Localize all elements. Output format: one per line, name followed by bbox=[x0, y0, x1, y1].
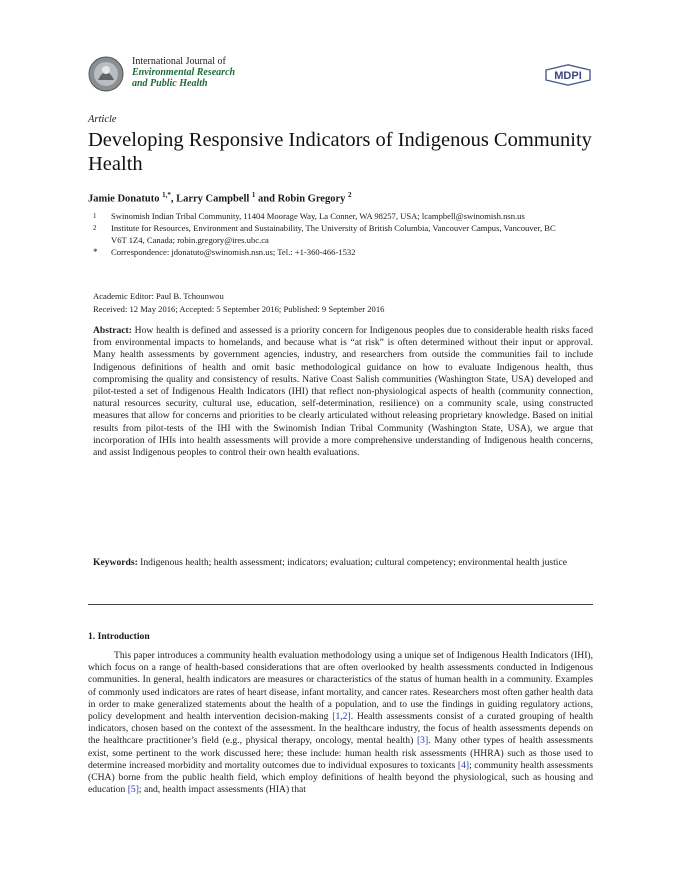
paragraph-text: ; and, health impact assessments (HIA) that bbox=[138, 784, 306, 796]
keywords-text: Indigenous health; health assessment; indicators; evaluation; cultural competency; environmental health justice bbox=[140, 557, 567, 568]
abstract-label: Abstract: bbox=[93, 325, 132, 336]
author-name[interactable]: Jamie Donatuto bbox=[88, 193, 160, 205]
author-name[interactable]: and Robin Gregory bbox=[255, 193, 346, 205]
publisher-name: MDPI bbox=[554, 70, 582, 82]
citation-link[interactable]: [4] bbox=[457, 759, 470, 771]
section-divider bbox=[88, 604, 593, 605]
author-list bbox=[88, 191, 352, 205]
paragraph-text: ; community health assessments (CHA) borne from the public health field, which employ definitions of health beyond the physiological, such as housing and education bbox=[88, 759, 593, 796]
introduction-paragraph bbox=[88, 650, 593, 796]
correspondence-mark: * bbox=[93, 247, 98, 258]
keywords bbox=[93, 557, 593, 569]
citation-link[interactable]: [5] bbox=[127, 784, 139, 796]
abstract bbox=[93, 325, 593, 459]
article-type: Article bbox=[88, 114, 117, 125]
affiliation-item bbox=[93, 247, 563, 258]
author-affil-mark: 1,* bbox=[162, 191, 171, 199]
abstract-text: How health is defined and assessed is a priority concern for Indigenous peoples due to considerable health risks faced from environmental impacts to homelands, and because what is “at risk” is often determined without their input or approval. Many health assessments by government agencies, industry, and researchers from outside the communities fail to include Indigenous definitions of health and omit basic methodological guidance on how to evaluate Indigenous health, thus compromising the quality and consistency of results. Native Coast Salish communities (Washington State, USA) developed and pilot-tested a set of Indigenous Health Indicators (IHI) that reflect non-physiological aspects of health (community connection, natural resources security, cultural use, education, self-determination, resilience) on a community scale, using constructed measures that allow for concerns and priorities to be clearly articulated without releasing proprietary knowledge. Based on initial results from pilot-tests of the IHI with the Swinomish Indian Tribal Community (Washington State, USA), we argue that incorporation of IHIs into health assessments will provide a more comprehensive understanding of Indigenous health concerns, and assist Indigenous peoples to control their own health evaluations. bbox=[93, 325, 593, 459]
affiliation-text: Swinomish Indian Tribal Community, 11404 Moorage Way, La Conner, WA 98257, USA; lcampbell@swinomish.nsn.us bbox=[111, 211, 525, 221]
paragraph-text: This paper introduces a community health evaluation methodology using a unique set of Indigenous Health Indicators (IHI), which focus on a range of health-based considerations that are often overlooked by health assessments conducted in Indigenous communities. In general, health indicators are measures or characteristics of the status of human health in a community. Examples of commonly used indicators are rates of heart disease, infant mortality, and cancer rates. Researchers most often gather health data in order to make generalized statements about the health of a population, and to use the findings in guiding regulatory actions, policy development and health intervention decision-making bbox=[88, 650, 593, 723]
journal-name-line1: International Journal of bbox=[132, 56, 226, 67]
publication-dates: Received: 12 May 2016; Accepted: 5 September 2016; Published: 9 September 2016 bbox=[93, 303, 385, 314]
affiliation-list bbox=[93, 211, 563, 260]
paragraph-text: . Many other types of health assessments exist, some pertinent to the work discussed here; these include: human health risk assessments (HHRA) such as those used to determine increased morbidity and mortality outcomes due to individual exposures to toxicants bbox=[88, 735, 593, 771]
paragraph-text: . Health assessments consist of a curated grouping of health indicators, chosen based on the context of the assessment. In the healthcare industry, the focus of health assessments depends on the healthcare practitioner’s field (e.g., physical therapy, oncology, mental health) bbox=[88, 711, 593, 747]
affiliation-mark: 2 bbox=[93, 224, 97, 233]
affiliation-item bbox=[93, 223, 563, 246]
journal-header bbox=[88, 56, 235, 92]
affiliation-mark: 1 bbox=[93, 212, 97, 220]
keywords-label: Keywords: bbox=[93, 557, 138, 568]
mdpi-logo[interactable] bbox=[545, 64, 591, 86]
citation-link[interactable]: [3] bbox=[416, 735, 429, 747]
journal-name-line2: Environmental Research bbox=[132, 67, 236, 78]
journal-name-line3: and Public Health bbox=[132, 78, 208, 89]
author-affil-mark: 1 bbox=[251, 191, 256, 199]
journal-logo-icon bbox=[88, 56, 124, 92]
citation-link[interactable]: [1,2] bbox=[332, 711, 351, 723]
correspondence-text: Correspondence: jdonatuto@swinomish.nsn.us; Tel.: +1-360-466-1532 bbox=[111, 247, 356, 258]
affiliation-item bbox=[93, 211, 563, 222]
author-name[interactable]: , Larry Campbell bbox=[170, 193, 250, 205]
academic-editor: Academic Editor: Paul B. Tchounwou bbox=[93, 291, 224, 301]
affiliation-text: Institute for Resources, Environment and Sustainability, The University of British Columbia, Vancouver Campus, Vancouver, BC V6T 1Z4, Canada; robin.gregory@ires.ubc.ca bbox=[111, 223, 556, 245]
section-heading: 1. Introduction bbox=[88, 631, 150, 642]
author-affil-mark: 2 bbox=[348, 191, 352, 199]
article-title: Developing Responsive Indicators of Indigenous Community Health bbox=[88, 129, 592, 175]
article-metadata bbox=[93, 290, 384, 315]
